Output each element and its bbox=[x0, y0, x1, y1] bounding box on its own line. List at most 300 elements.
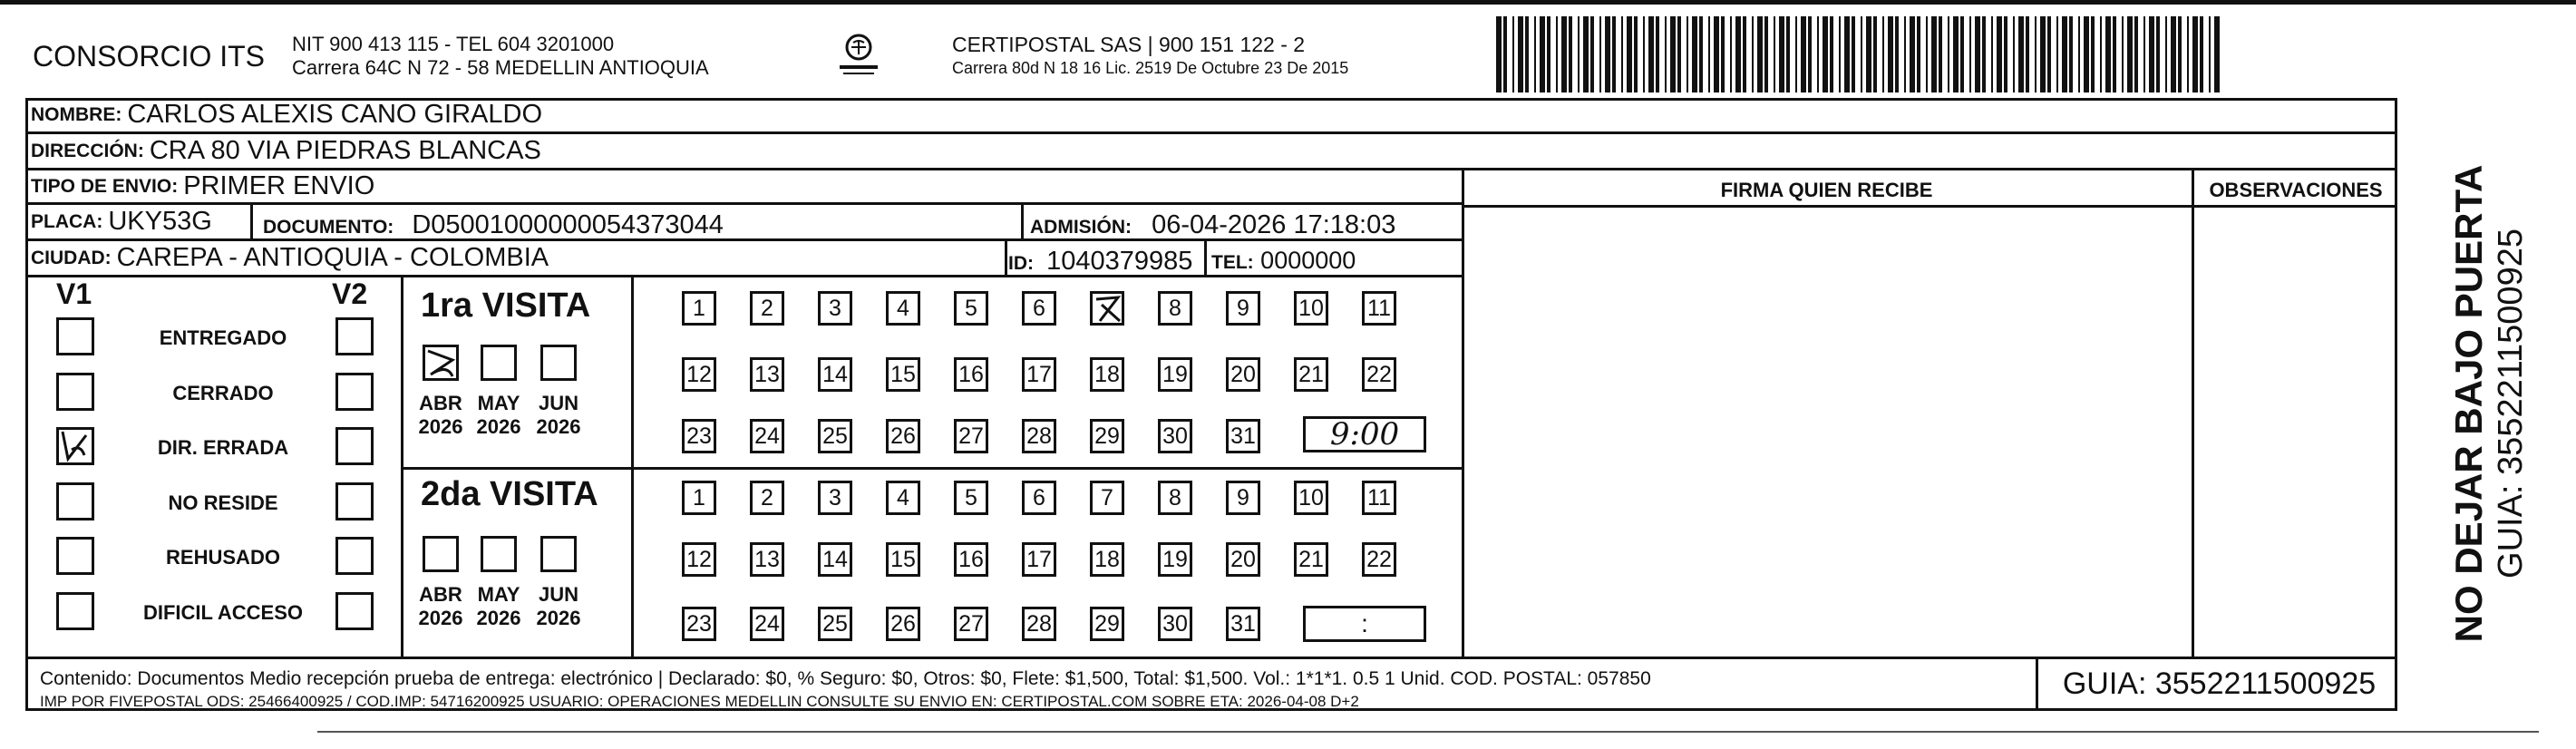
second-visit-day[interactable] bbox=[1022, 607, 1056, 641]
second-visit-day[interactable] bbox=[886, 542, 920, 577]
courier-info bbox=[952, 33, 1348, 80]
barcode-bar bbox=[2127, 16, 2133, 92]
footer-print-info: IMP POR FIVEPOSTAL ODS: 25466400925 / COD.IMP: 54716200925 USUARIO: OPERACIONES MEDELLIN CONSULTE SU ENVIO EN: CERTIPOSTAL.COM SOBRE ETA: 2026-04-08 D+2 bbox=[40, 693, 1359, 710]
documento-cell bbox=[263, 210, 724, 240]
id-value: 1040379985 bbox=[1046, 247, 1193, 276]
month-label: JUN bbox=[538, 392, 578, 414]
barcode-bar bbox=[2113, 16, 2116, 92]
tel-value: 0000000 bbox=[1260, 247, 1356, 274]
divider bbox=[1005, 241, 1007, 277]
divider bbox=[1462, 205, 2397, 208]
barcode-bar bbox=[1926, 16, 1928, 92]
second-visit-day[interactable] bbox=[1158, 607, 1192, 641]
barcode-bar bbox=[2134, 16, 2138, 92]
month-checkbox[interactable] bbox=[540, 345, 577, 381]
barcode-bar bbox=[1634, 16, 1638, 92]
barcode-bar bbox=[1960, 16, 1964, 92]
day-number: 1 bbox=[693, 295, 705, 321]
day-number: 26 bbox=[890, 610, 916, 637]
barcode-bar bbox=[1730, 16, 1732, 92]
second-visit-day[interactable] bbox=[1158, 542, 1192, 577]
status-option-label: CERRADO bbox=[172, 381, 274, 404]
second-visit-day[interactable] bbox=[1090, 542, 1124, 577]
first-visit-day[interactable] bbox=[1090, 291, 1124, 326]
second-visit-title: 2da VISITA bbox=[421, 475, 598, 513]
barcode-bar bbox=[1873, 16, 1877, 92]
tel-cell bbox=[1211, 247, 1356, 275]
day-number: 6 bbox=[1033, 295, 1045, 321]
company-name: CONSORCIO ITS bbox=[33, 40, 266, 73]
admision-value: 06-04-2026 17:18:03 bbox=[1152, 210, 1396, 239]
first-visit-day[interactable] bbox=[886, 419, 920, 453]
status-option-label: DIR. ERRADA bbox=[157, 436, 289, 459]
barcode-bar bbox=[1786, 16, 1790, 92]
barcode-bar bbox=[1569, 16, 1572, 92]
top-edge bbox=[0, 0, 2576, 5]
barcode-bar bbox=[1512, 16, 1514, 92]
day-number: 24 bbox=[754, 423, 780, 449]
day-number: 19 bbox=[1162, 546, 1188, 572]
day-number: 25 bbox=[822, 423, 848, 449]
second-visit-day[interactable] bbox=[1226, 542, 1260, 577]
barcode-bar bbox=[1917, 16, 1920, 92]
barcode-bar bbox=[1982, 16, 1986, 92]
year-label: 2026 bbox=[418, 607, 463, 629]
direccion-value: CRA 80 VIA PIEDRAS BLANCAS bbox=[149, 136, 541, 165]
day-number: 1 bbox=[693, 484, 705, 511]
barcode-bar bbox=[1547, 16, 1550, 92]
divider bbox=[1204, 241, 1207, 277]
company-nit: NIT 900 413 115 - TEL 604 3201000 bbox=[292, 33, 615, 55]
day-number: 16 bbox=[958, 546, 984, 572]
first-visit-day[interactable] bbox=[1090, 357, 1124, 392]
barcode-bar bbox=[2214, 16, 2220, 92]
first-visit-day[interactable] bbox=[750, 291, 784, 326]
barcode-bar bbox=[1866, 16, 1871, 92]
barcode-bar bbox=[1939, 16, 1942, 92]
barcode-bar bbox=[1518, 16, 1523, 92]
day-check-mark bbox=[1093, 294, 1123, 331]
divider bbox=[1462, 170, 1464, 657]
day-number: 12 bbox=[686, 546, 712, 572]
second-visit-day[interactable] bbox=[818, 607, 852, 641]
month-checkbox[interactable] bbox=[481, 536, 517, 572]
barcode-bar bbox=[2013, 16, 2015, 92]
barcode-bar bbox=[1534, 16, 1536, 92]
first-visit-day[interactable] bbox=[818, 419, 852, 453]
barcode-bar bbox=[2078, 16, 2080, 92]
second-visit-day[interactable] bbox=[1090, 481, 1124, 515]
day-number: 11 bbox=[1367, 484, 1391, 511]
day-number: 26 bbox=[890, 423, 916, 449]
first-visit-day[interactable] bbox=[1294, 357, 1328, 392]
first-visit-day[interactable] bbox=[1158, 357, 1192, 392]
day-number: 21 bbox=[1298, 361, 1324, 387]
day-number: 3 bbox=[829, 295, 841, 321]
second-visit-day[interactable] bbox=[1294, 481, 1328, 515]
nombre-label: NOMBRE: bbox=[31, 103, 122, 125]
day-number: 6 bbox=[1033, 484, 1045, 511]
barcode-bar bbox=[2192, 16, 2198, 92]
second-visit-day[interactable] bbox=[750, 542, 784, 577]
second-visit-day[interactable] bbox=[954, 607, 988, 641]
first-visit-day[interactable] bbox=[1090, 419, 1124, 453]
barcode-bar bbox=[1670, 16, 1676, 92]
first-visit-title: 1ra VISITA bbox=[421, 287, 591, 325]
barcode-bar bbox=[1852, 16, 1855, 92]
day-number: 27 bbox=[958, 423, 984, 449]
barcode-bar bbox=[1888, 16, 1893, 92]
first-visit-day[interactable] bbox=[1226, 357, 1260, 392]
first-visit-day[interactable] bbox=[1226, 291, 1260, 326]
day-number: 13 bbox=[754, 546, 780, 572]
id-label: ID: bbox=[1008, 253, 1034, 274]
v1-checkbox[interactable] bbox=[56, 537, 94, 575]
documento-label: DOCUMENTO: bbox=[263, 217, 394, 238]
barcode-bar bbox=[1904, 16, 1906, 92]
first-visit-day[interactable] bbox=[886, 357, 920, 392]
day-number: 18 bbox=[1094, 546, 1120, 572]
barcode-bar bbox=[1677, 16, 1681, 92]
day-number: 4 bbox=[897, 295, 909, 321]
barcode-bar bbox=[1590, 16, 1594, 92]
barcode-bar bbox=[2143, 16, 2145, 92]
barcode-bar bbox=[1752, 16, 1754, 92]
second-visit-day[interactable] bbox=[1022, 481, 1056, 515]
day-number: 3 bbox=[829, 484, 841, 511]
barcode-bar bbox=[1699, 16, 1703, 92]
barcode-bar bbox=[1561, 16, 1567, 92]
v2-checkbox[interactable] bbox=[335, 592, 374, 630]
second-visit-day[interactable] bbox=[886, 481, 920, 515]
row-nombre bbox=[25, 98, 2397, 134]
second-visit-day[interactable] bbox=[1226, 607, 1260, 641]
first-visit-day[interactable] bbox=[1022, 419, 1056, 453]
barcode-bar bbox=[2105, 16, 2111, 92]
placa-label: PLACA: bbox=[31, 210, 103, 232]
second-visit-day[interactable] bbox=[818, 542, 852, 577]
row-tipo bbox=[25, 170, 1463, 205]
direccion-label: DIRECCIÓN: bbox=[31, 140, 144, 161]
v1-checkbox[interactable] bbox=[56, 373, 94, 411]
first-visit-day[interactable] bbox=[954, 419, 988, 453]
barcode-bar bbox=[2200, 16, 2203, 92]
year-label: 2026 bbox=[476, 607, 521, 629]
row-direccion bbox=[25, 134, 2397, 170]
v1-label: V1 bbox=[56, 277, 92, 310]
year-label: 2026 bbox=[418, 415, 463, 438]
observaciones-header: OBSERVACIONES bbox=[2209, 179, 2383, 201]
side-guia: GUIA: 3552211500925 bbox=[2492, 229, 2530, 579]
first-visit-day[interactable] bbox=[818, 291, 852, 326]
tipo-value: PRIMER ENVIO bbox=[183, 171, 375, 200]
day-number: 8 bbox=[1169, 295, 1181, 321]
barcode-bar bbox=[1910, 16, 1915, 92]
barcode-bar bbox=[1823, 16, 1828, 92]
month-checkbox[interactable] bbox=[481, 345, 517, 381]
v2-checkbox[interactable] bbox=[335, 317, 374, 355]
status-option-label: REHUSADO bbox=[166, 546, 280, 569]
barcode-bar bbox=[1605, 16, 1610, 92]
second-visit-day[interactable] bbox=[682, 542, 716, 577]
barcode-bar bbox=[1721, 16, 1725, 92]
v2-checkbox[interactable] bbox=[335, 482, 374, 520]
day-number: 14 bbox=[822, 546, 848, 572]
courier-address: Carrera 80d N 18 16 Lic. 2519 De Octubre 23 De 2015 bbox=[952, 59, 1349, 77]
day-number: 21 bbox=[1298, 546, 1324, 572]
month-checkbox[interactable] bbox=[540, 536, 577, 572]
day-number: 9 bbox=[1237, 484, 1249, 511]
v1-checkbox[interactable] bbox=[56, 427, 94, 465]
barcode-bar bbox=[2149, 16, 2154, 92]
first-visit-day[interactable] bbox=[682, 357, 716, 392]
day-number: 30 bbox=[1162, 423, 1188, 449]
barcode-bar bbox=[2026, 16, 2029, 92]
barcode-bar bbox=[1735, 16, 1741, 92]
barcode-bar bbox=[1540, 16, 1545, 92]
barcode-bar bbox=[1795, 16, 1797, 92]
day-number: 13 bbox=[754, 361, 780, 387]
barcode-bar bbox=[1975, 16, 1980, 92]
barcode-bar bbox=[1757, 16, 1763, 92]
barcode-bar bbox=[2209, 16, 2211, 92]
ciudad-value: CAREPA - ANTIOQUIA - COLOMBIA bbox=[116, 243, 549, 272]
day-number: 20 bbox=[1230, 361, 1256, 387]
barcode-bar bbox=[2156, 16, 2160, 92]
day-number: 28 bbox=[1026, 423, 1052, 449]
day-number: 22 bbox=[1366, 546, 1392, 572]
barcode-bar bbox=[1895, 16, 1899, 92]
second-visit-day[interactable] bbox=[886, 607, 920, 641]
barcode-bar bbox=[2165, 16, 2167, 92]
second-visit-day[interactable] bbox=[750, 481, 784, 515]
tel-label: TEL: bbox=[1211, 252, 1254, 273]
first-visit-day[interactable] bbox=[886, 291, 920, 326]
year-label: 2026 bbox=[536, 607, 581, 629]
barcode-bar bbox=[1643, 16, 1645, 92]
first-visit-day[interactable] bbox=[1022, 291, 1056, 326]
day-number: 10 bbox=[1298, 484, 1324, 511]
barcode-bar bbox=[1496, 16, 1502, 92]
barcode-bar bbox=[1844, 16, 1850, 92]
barcode-bar bbox=[1599, 16, 1601, 92]
barcode-bar bbox=[1997, 16, 2002, 92]
v2-checkbox[interactable] bbox=[335, 373, 374, 411]
v1-checkbox[interactable] bbox=[56, 592, 94, 630]
first-visit-day[interactable] bbox=[954, 357, 988, 392]
tipo-label: TIPO DE ENVIO: bbox=[31, 175, 179, 197]
v2-checkbox[interactable] bbox=[335, 537, 374, 575]
second-visit-time[interactable] bbox=[1303, 606, 1426, 642]
first-visit-day[interactable] bbox=[1226, 419, 1260, 453]
barcode-bar bbox=[1656, 16, 1659, 92]
barcode-bar bbox=[1621, 16, 1623, 92]
second-visit-day[interactable] bbox=[750, 607, 784, 641]
ciudad-label: CIUDAD: bbox=[31, 247, 112, 268]
barcode-bar bbox=[1774, 16, 1775, 92]
barcode-bar bbox=[1503, 16, 1507, 92]
barcode-bar bbox=[1714, 16, 1719, 92]
nombre-value: CARLOS ALEXIS CANO GIRALDO bbox=[127, 100, 543, 129]
month-label: MAY bbox=[477, 583, 520, 606]
barcode-bar bbox=[1692, 16, 1697, 92]
footer-guia: GUIA: 3552211500925 bbox=[2036, 657, 2400, 711]
second-visit-day[interactable] bbox=[954, 542, 988, 577]
day-number: 7 bbox=[1101, 484, 1113, 511]
barcode-bar bbox=[1665, 16, 1667, 92]
month-label: JUN bbox=[538, 583, 578, 606]
barcode-bar bbox=[2187, 16, 2189, 92]
first-visit-day[interactable] bbox=[750, 419, 784, 453]
side-warning: NO DEJAR BAJO PUERTA bbox=[2447, 164, 2490, 643]
barcode-bar bbox=[1743, 16, 1746, 92]
v2-label: V2 bbox=[332, 277, 368, 310]
barcode-bar bbox=[1578, 16, 1580, 92]
second-visit-day[interactable] bbox=[682, 481, 716, 515]
second-visit-day[interactable] bbox=[954, 481, 988, 515]
barcode-bar bbox=[1991, 16, 1993, 92]
barcode bbox=[1496, 16, 2221, 92]
second-visit-day[interactable] bbox=[1158, 481, 1192, 515]
barcode-bar bbox=[2035, 16, 2036, 92]
barcode-bar bbox=[1687, 16, 1688, 92]
barcode-bar bbox=[1861, 16, 1862, 92]
second-visit-day[interactable] bbox=[1090, 607, 1124, 641]
barcode-bar bbox=[1969, 16, 1971, 92]
company-address: Carrera 64C N 72 - 58 MEDELLIN ANTIOQUIA bbox=[292, 56, 709, 79]
divider bbox=[2192, 170, 2194, 657]
second-visit-day[interactable] bbox=[1022, 542, 1056, 577]
barcode-bar bbox=[1953, 16, 1959, 92]
placa-value: UKY53G bbox=[108, 207, 212, 236]
day-number: 16 bbox=[958, 361, 984, 387]
second-visit-day[interactable] bbox=[1294, 542, 1328, 577]
scan-edge bbox=[317, 731, 2539, 733]
id-cell bbox=[1008, 247, 1192, 277]
second-visit-day[interactable] bbox=[818, 481, 852, 515]
barcode-bar bbox=[2178, 16, 2182, 92]
day-number: 4 bbox=[897, 484, 909, 511]
barcode-bar bbox=[1801, 16, 1806, 92]
first-visit-day[interactable] bbox=[1158, 291, 1192, 326]
day-number: 14 bbox=[822, 361, 848, 387]
day-number: 29 bbox=[1094, 423, 1120, 449]
divider bbox=[401, 467, 1462, 470]
barcode-bar bbox=[2100, 16, 2102, 92]
day-number: 30 bbox=[1162, 610, 1188, 637]
barcode-bar bbox=[2084, 16, 2089, 92]
second-visit-day[interactable] bbox=[682, 607, 716, 641]
first-visit-day[interactable] bbox=[1294, 291, 1328, 326]
barcode-bar bbox=[1612, 16, 1616, 92]
day-number: 2 bbox=[761, 484, 773, 511]
day-number: 18 bbox=[1094, 361, 1120, 387]
day-number: 25 bbox=[822, 610, 848, 637]
status-option-label: ENTREGADO bbox=[159, 326, 287, 349]
barcode-bar bbox=[1817, 16, 1819, 92]
barcode-bar bbox=[1808, 16, 1812, 92]
first-visit-day[interactable] bbox=[818, 357, 852, 392]
month-checkbox[interactable] bbox=[423, 345, 459, 381]
second-visit-day[interactable] bbox=[1226, 481, 1260, 515]
second-visit-time-value: : bbox=[1361, 609, 1368, 637]
first-visit-time[interactable] bbox=[1303, 416, 1426, 452]
status-option-label: NO RESIDE bbox=[168, 491, 278, 514]
v1-checkbox[interactable] bbox=[56, 482, 94, 520]
side-text bbox=[2447, 165, 2531, 643]
day-number: 17 bbox=[1026, 546, 1052, 572]
company-info bbox=[292, 33, 709, 80]
day-number: 5 bbox=[965, 484, 977, 511]
day-number: 31 bbox=[1230, 423, 1256, 449]
day-number: 19 bbox=[1162, 361, 1188, 387]
barcode-bar bbox=[1525, 16, 1529, 92]
day-number: 15 bbox=[890, 361, 916, 387]
day-number: 27 bbox=[958, 610, 984, 637]
first-visit-day[interactable] bbox=[1362, 357, 1396, 392]
first-visit-day[interactable] bbox=[682, 419, 716, 453]
barcode-bar bbox=[1882, 16, 1884, 92]
first-visit-day[interactable] bbox=[1362, 291, 1396, 326]
barcode-bar bbox=[1830, 16, 1833, 92]
barcode-bar bbox=[1583, 16, 1589, 92]
barcode-bar bbox=[2004, 16, 2007, 92]
admision-label: ADMISIÓN: bbox=[1030, 217, 1132, 238]
first-visit-day[interactable] bbox=[682, 291, 716, 326]
day-number: 9 bbox=[1237, 295, 1249, 321]
month-label: MAY bbox=[477, 392, 520, 414]
footer-content: Contenido: Documentos Medio recepción prueba de entrega: electrónico | Declarado: $0, % Seguro: $0, Otros: $0, Flete: $1,500, Total: $1,500. Vol.: 1*1*1. 0.5 1 Unid. COD. POSTAL: 057850 bbox=[40, 668, 1651, 689]
v1-checkbox[interactable] bbox=[56, 317, 94, 355]
v2-checkbox[interactable] bbox=[335, 427, 374, 465]
year-label: 2026 bbox=[536, 415, 581, 438]
day-number: 11 bbox=[1367, 295, 1391, 321]
month-checkbox[interactable] bbox=[423, 536, 459, 572]
second-visit-day[interactable] bbox=[1362, 542, 1396, 577]
day-number: 8 bbox=[1169, 484, 1181, 511]
month-label: ABR bbox=[419, 583, 462, 606]
day-number: 23 bbox=[686, 610, 712, 637]
year-label: 2026 bbox=[476, 415, 521, 438]
firma-header: FIRMA QUIEN RECIBE bbox=[1720, 179, 1933, 201]
first-visit-day[interactable] bbox=[1022, 357, 1056, 392]
day-number: 31 bbox=[1230, 610, 1256, 637]
barcode-bar bbox=[1764, 16, 1768, 92]
barcode-bar bbox=[1779, 16, 1784, 92]
day-number: 24 bbox=[754, 610, 780, 637]
first-visit-day[interactable] bbox=[750, 357, 784, 392]
month-label: ABR bbox=[419, 392, 462, 414]
barcode-bar bbox=[1556, 16, 1558, 92]
divider bbox=[1021, 205, 1024, 241]
barcode-bar bbox=[2062, 16, 2067, 92]
barcode-bar bbox=[2122, 16, 2124, 92]
admision-cell bbox=[1030, 210, 1395, 240]
barcode-bar bbox=[2018, 16, 2024, 92]
first-visit-time-value: 9:00 bbox=[1329, 416, 1400, 452]
first-visit-day[interactable] bbox=[1158, 419, 1192, 453]
barcode-bar bbox=[2056, 16, 2058, 92]
divider bbox=[250, 205, 253, 241]
day-number: 20 bbox=[1230, 546, 1256, 572]
day-number: 10 bbox=[1298, 295, 1324, 321]
second-visit-day[interactable] bbox=[1362, 481, 1396, 515]
barcode-bar bbox=[2040, 16, 2046, 92]
barcode-bar bbox=[2171, 16, 2176, 92]
day-number: 22 bbox=[1366, 361, 1392, 387]
first-visit-day[interactable] bbox=[954, 291, 988, 326]
day-number: 5 bbox=[965, 295, 977, 321]
